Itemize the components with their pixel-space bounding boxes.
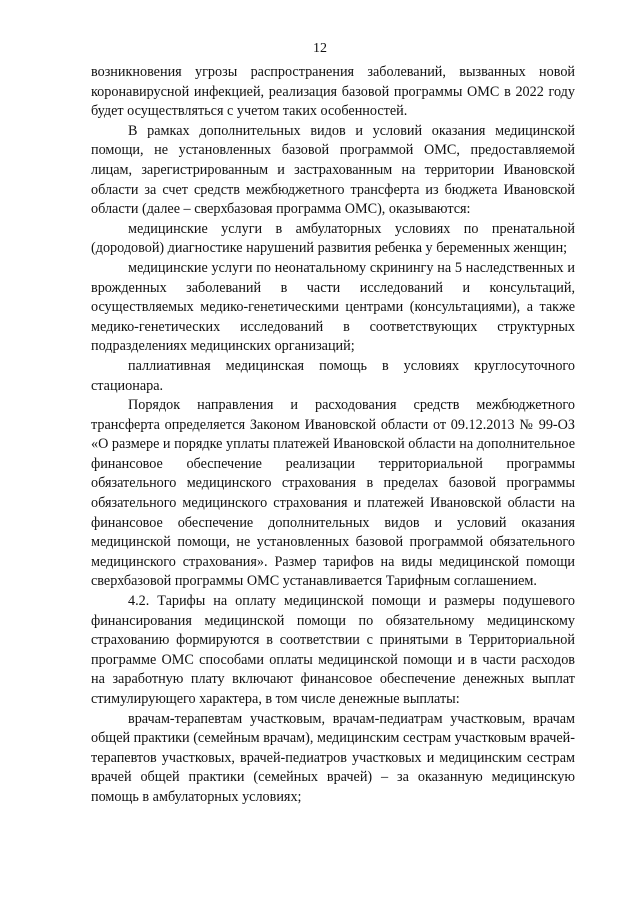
list-item-palliative-care: паллиативная медицинская помощь в условиях круглосуточного стационара. [91,357,575,394]
paragraph-section-4-2: 4.2. Тарифы на оплату медицинской помощи и размеры подушевого финансирования медицинской помощи по обязательному медицинскому страхованию формируются в соответствии с принятыми в Территориальной программе ОМС способами оплаты медицинской помощи и в части расходов на заработную плату включают финансовое обеспечение денежных выплат стимулирующего характера, в том числе денежные выплаты: [91,593,575,707]
list-item-prenatal-diagnostics: медицинские услуги в амбулаторных условиях по пренатальной (дородовой) диагностике нарушений развития ребенка у беременных женщин; [91,220,575,257]
list-item-neonatal-screening: медицинские услуги по неонатальному скринингу на 5 наследственных и врожденных заболеваний в части исследований и консультаций, осуществляемых медико-генетическими центрами (консультациями), а также медико-генетических исследований в соответствующих структурных подразделениях медицинских организаций; [91,259,575,355]
paragraph-additional-care-intro: В рамках дополнительных видов и условий оказания медицинской помощи, не установленных базовой программой ОМС, предоставляемой лицам, зарегистрированным и застрахованным на территории Ивановской области за счет средств межбюджетного трансферта из бюджета Ивановской области (далее – сверхбазовая программа ОМС), оказываются: [91,122,575,218]
paragraph-continuation: возникновения угрозы распространения заболеваний, вызванных новой коронавирусной инфекцией, реализация базовой программы ОМС в 2022 году будет осуществляться с учетом таких особенностей. [91,64,575,120]
paragraph-transfer-procedure: Порядок направления и расходования средств межбюджетного трансферта определяется Законом Ивановской области от 09.12.2013 № 99-ОЗ «О размере и порядке уплаты платежей Ивановской области на дополнительное финансовое обеспечение реализации территориальной программы обязательного медицинского страхования в пределах базовой программы обязательного медицинского страхования и платежей Ивановской области на финансовое обеспечение дополнительных видов и условий оказания медицинской помощи, не установленных базовой программой обязательного медицинского страхования». Размер тарифов на виды медицинской помощи сверхбазовой программы ОМС устанавливается Тарифным соглашением. [91,397,575,590]
document-body [91,63,575,808]
page-number: 12 [313,41,327,56]
list-item-district-doctors: врачам-терапевтам участковым, врачам-педиатрам участковым, врачам общей практики (семейным врачам), медицинским сестрам участковым врачей-терапевтов участковых, врачей-педиатров участковых и медицинским сестрам врачей общей практики (семейных врачей) – за оказанную медицинскую помощь в амбулаторных условиях; [91,710,575,805]
